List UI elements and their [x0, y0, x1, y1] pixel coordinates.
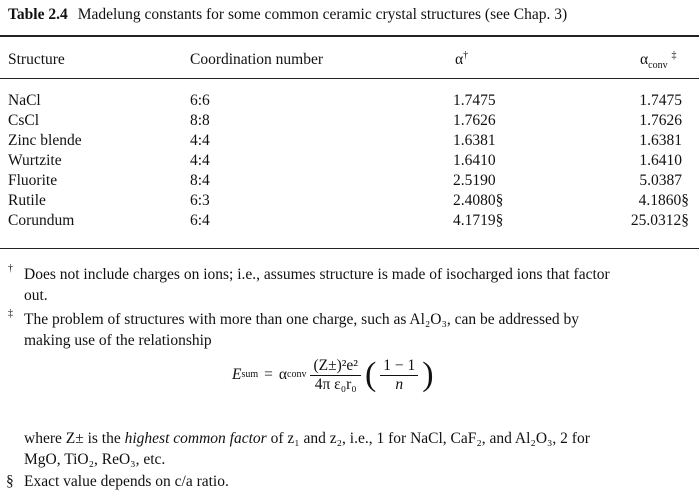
where-line-2: MgO, TiO₂, ReO₃, etc.: [24, 451, 166, 468]
footnote-1-line-1: Does not include charges on ions; i.e., assumes structure is made of isocharged ions that factor: [24, 266, 610, 283]
cell-structure: Zinc blende: [8, 132, 82, 149]
cell-structure: NaCl: [8, 92, 41, 109]
header-rule: [0, 78, 699, 79]
cell-alpha-conv: 1.7626: [639, 112, 682, 129]
cell-coordination: 6:6: [190, 92, 210, 109]
cell-structure: Fluorite: [8, 172, 58, 189]
table-number: Table 2.4: [8, 6, 68, 23]
caption-text: Madelung constants for some common ceramic crystal structures (see Chap. 3): [77, 6, 568, 23]
footnote-mark-section: §: [6, 473, 14, 490]
cell-alpha: 2.5190: [453, 172, 496, 189]
header-structure: Structure: [8, 51, 65, 68]
cell-alpha-conv: 4.1860§: [638, 192, 689, 209]
cell-alpha-conv: 25.0312§: [630, 212, 689, 229]
cell-alpha: 1.7626: [453, 112, 496, 129]
footnote-1-line-2: out.: [24, 287, 48, 304]
cell-structure: Wurtzite: [8, 152, 62, 169]
cell-alpha: 1.6381: [453, 132, 496, 149]
cell-coordination: 8:8: [190, 112, 210, 129]
cell-structure: CsCl: [8, 112, 40, 129]
where-line-1: where Z± is the highest common factor of z₁ and z₂, i.e., 1 for NaCl, CaF₂, and Al₂O₃, 2 for: [24, 430, 590, 447]
footnote-2-line-2: making use of the relationship: [24, 332, 212, 349]
top-rule: [0, 35, 699, 37]
cell-coordination: 4:4: [190, 132, 210, 149]
cell-coordination: 6:4: [190, 212, 210, 229]
bottom-rule: [0, 248, 699, 249]
cell-structure: Rutile: [8, 192, 46, 209]
footnote-mark-ddagger: ‡: [8, 308, 13, 319]
header-alpha: α†: [455, 49, 469, 68]
cell-coordination: 4:4: [190, 152, 210, 169]
cell-alpha: 1.6410: [453, 152, 496, 169]
header-coordination: Coordination number: [190, 51, 324, 68]
cell-alpha: 4.1719§: [453, 212, 504, 229]
cell-alpha-conv: 1.7475: [639, 92, 682, 109]
cell-coordination: 8:4: [190, 172, 210, 189]
footnote-2-line-1: The problem of structures with more than one charge, such as Al₂O₃, can be addressed by: [24, 311, 580, 328]
cell-structure: Corundum: [8, 212, 75, 229]
cell-alpha: 1.7475: [453, 92, 496, 109]
madelung-equation: E sum = α conv $\frac{\text{(Z±)²e²}}{\text{4π ε₀r₀}}$ ( $\frac{1 - 1}{n}$ ): [232, 356, 434, 393]
footnote-mark-dagger: †: [8, 263, 13, 274]
cell-alpha: 2.4080§: [453, 192, 504, 209]
cell-coordination: 6:3: [190, 192, 210, 209]
cell-alpha-conv: 1.6381: [639, 132, 682, 149]
footnote-3: Exact value depends on c/a ratio.: [24, 473, 229, 490]
cell-alpha-conv: 1.6410: [639, 152, 682, 169]
table-caption: [8, 6, 567, 24]
cell-alpha-conv: 5.0387: [639, 172, 682, 189]
header-alpha-conv: $\alpha_{conv}$ ‡: [640, 49, 677, 72]
